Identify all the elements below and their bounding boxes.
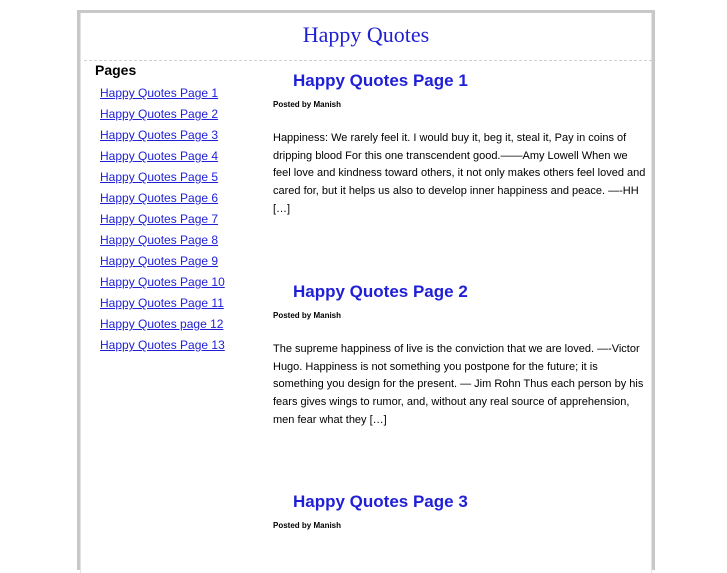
- sidebar-link-page-8[interactable]: Happy Quotes Page 8: [100, 233, 219, 247]
- sidebar-link-page-1[interactable]: Happy Quotes Page 1: [100, 86, 219, 100]
- sidebar-item: [95, 190, 245, 211]
- sidebar-link-page-5[interactable]: Happy Quotes Page 5: [100, 170, 219, 184]
- sidebar-link-page-10[interactable]: Happy Quotes Page 10: [100, 275, 225, 289]
- sidebar-item: [95, 274, 245, 295]
- sidebar-heading: Pages: [95, 62, 137, 78]
- header-divider: [84, 60, 652, 61]
- sidebar-link-page-4[interactable]: Happy Quotes Page 4: [100, 149, 219, 163]
- post-author: Posted by Manish: [273, 311, 342, 320]
- post-author: Posted by Manish: [273, 521, 342, 530]
- sidebar-item: [95, 127, 245, 148]
- sidebar-item: [95, 85, 245, 106]
- sidebar-item: [95, 253, 245, 274]
- sidebar-item: [95, 295, 245, 316]
- sidebar-item: [95, 232, 245, 253]
- sidebar-link-page-9[interactable]: Happy Quotes Page 9: [100, 254, 219, 268]
- sidebar-link-page-12[interactable]: Happy Quotes page 12: [100, 317, 224, 331]
- sidebar-item: [95, 337, 245, 358]
- post-2: [273, 282, 648, 430]
- sidebar-item: [95, 316, 245, 337]
- post-title[interactable]: Happy Quotes Page 3: [293, 492, 468, 511]
- sidebar-item: [95, 106, 245, 127]
- sidebar-link-page-11[interactable]: Happy Quotes Page 11: [100, 296, 224, 310]
- sidebar-link-page-7[interactable]: Happy Quotes Page 7: [100, 212, 219, 226]
- post-1: [273, 71, 648, 219]
- sidebar-item: [95, 148, 245, 169]
- site-title[interactable]: Happy Quotes: [302, 22, 430, 47]
- post-title[interactable]: Happy Quotes Page 1: [293, 71, 468, 90]
- sidebar-item: [95, 169, 245, 190]
- post-excerpt: The supreme happiness of live is the conviction that we are loved. —-Victor Hugo. Happiness is not something you postpone for the future; it is something you design for the present. — Jim Rohn Thus each person by his fears gives wings to rumor, and, without any real source of apprehension, men fear what they […]: [273, 343, 644, 426]
- post-excerpt: Happiness: We rarely feel it. I would buy it, beg it, steal it, Pay in coins of dripping blood For this one transcendent good.——Amy Lowell When we feel love and kindness toward others, it not only makes others feel loved and cared for, but it helps us also to develop inner happiness and peace. —-HH […]: [273, 132, 646, 215]
- sidebar-link-page-6[interactable]: Happy Quotes Page 6: [100, 191, 219, 205]
- sidebar: [95, 62, 245, 358]
- sidebar-link-page-3[interactable]: Happy Quotes Page 3: [100, 128, 219, 142]
- sidebar-page-list: [95, 85, 245, 358]
- sidebar-link-page-13[interactable]: Happy Quotes Page 13: [100, 338, 225, 352]
- post-title[interactable]: Happy Quotes Page 2: [293, 282, 468, 301]
- post-author: Posted by Manish: [273, 100, 342, 109]
- sidebar-item: [95, 211, 245, 232]
- post-3: [273, 492, 648, 530]
- sidebar-link-page-2[interactable]: Happy Quotes Page 2: [100, 107, 219, 121]
